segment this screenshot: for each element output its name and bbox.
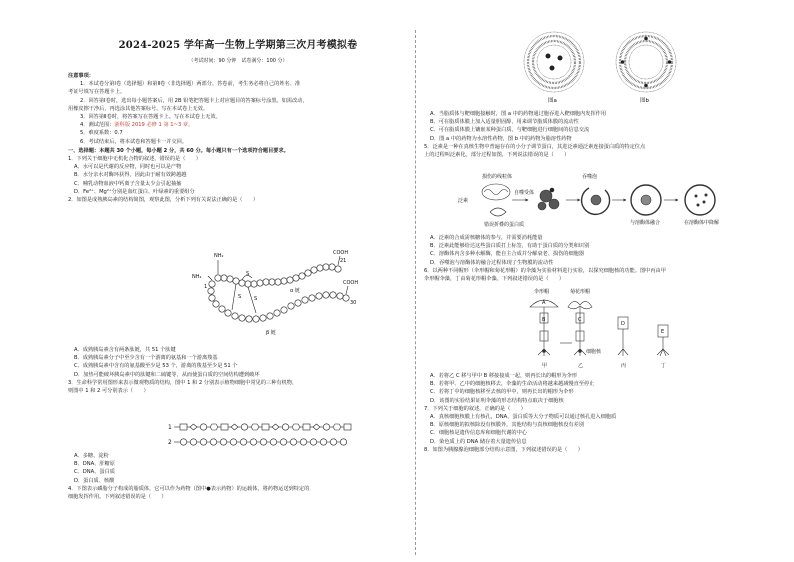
q2-option-d: D．加热可能破坏胰岛素中的肽键和二硫键等，从而使蛋白质的空间结构遭到破坏 <box>74 371 260 378</box>
sulfur-label-1: S <box>238 294 242 300</box>
q6-option-a: A．若将乙 C 移与甲中 B 移接接成一起，则再长出的帽形为伞形 <box>430 373 578 379</box>
figure-b-label: 图b <box>640 98 649 104</box>
note-2b: 用橡皮擦干净后，再选涂其他答案标号。写在本试卷上无效。 <box>68 105 209 112</box>
monomer-chain-figure <box>168 420 368 450</box>
beta-c-terminus: COOH <box>343 280 359 286</box>
q6-options <box>424 372 770 454</box>
q4-options <box>424 110 770 159</box>
note-2: 2．回答第Ⅰ卷时，选出每小题答案后，用 2B 铅笔把答题卡上对应题目的答案标号涂黑。如需改动， <box>80 97 308 104</box>
bing-label: 丙 <box>621 363 627 369</box>
q6-stem-2: 伞形帽伞藻，丁由菊花形帽伞藻。下列叙述错误的是（ ） <box>424 276 565 283</box>
q4-option-d: D．图 a 中的药物为水溶性药物，图 b 中的药物为脂溶性药物 <box>430 135 572 142</box>
lysosome-fusion-label: 与溶酶体融合 <box>630 220 661 226</box>
note-6: 6．考试结束后，将本试卷和答题卡一并交回。 <box>80 138 188 145</box>
alpha-chain <box>215 264 341 287</box>
q5-options <box>424 234 770 283</box>
q7-option-a: A．真核细胞核膜上有核孔，DNA、蛋白质等大分子物质可以通过核孔进入细胞质 <box>430 414 617 421</box>
q4-stem-2: 细胞发挥作用。下列叙述错误的是（ ） <box>68 494 167 501</box>
misfolded-protein <box>490 208 506 216</box>
q2-option-c: C．成熟胰岛素中含有的氨基酸至少是 53 个，游离的羧基至少是 51 个 <box>74 363 238 370</box>
q5-option-b: B．泛素此能够给达这些蛋白质打上标签，有助于蛋白质的分类和识别 <box>430 243 590 250</box>
chain-1 <box>180 424 351 430</box>
yi-label: 乙 <box>578 363 584 369</box>
autophagy-receptor-label: 自噬受体 <box>514 190 535 196</box>
alga-jia <box>530 300 558 356</box>
q3-stem: 3．生命科学常用图形来表示微观物质的结构，图中 1 和 2 分别表示植物细胞中常见的三种有机物， <box>68 379 298 386</box>
section-heading: 一、选择题：本题共 30 个小题，每小题 2 分，共 60 分。每小题只有一个选项符合题目要求。 <box>68 147 289 154</box>
beta-n-terminus: NH₂ <box>192 274 202 280</box>
damaged-mito-label: 损伤的线粒体 <box>482 174 513 180</box>
degrade-label: 在溶酶体中降解 <box>684 220 720 226</box>
q5-option-c: C．溶酶体内含多种水解酶，能自主合成并分解衰老、损伤的细胞器 <box>430 251 585 258</box>
sulfur-label-2: S <box>254 296 258 302</box>
note-3: 3．回答第Ⅱ卷时，将答案写在答题卡上。写在本试卷上无效。 <box>80 114 221 121</box>
beta-end-number: 30 <box>350 300 357 306</box>
alpha-n-terminus: NH₂ <box>214 253 224 259</box>
jia-label: 甲 <box>542 363 548 369</box>
beta-chain <box>208 281 349 322</box>
label-a: A <box>542 300 546 306</box>
q3-option-a: A．多糖、淀粉 <box>74 453 109 459</box>
ubiquitin-tagged-cargo <box>538 188 559 210</box>
q7-option-d: D．染色质上的 DNA 储存着大量遗传信息 <box>430 438 527 445</box>
q5-option-d: D．吞噬泡与溶酶体的融合过程体现了生物膜的流动性 <box>430 259 554 266</box>
q3-option-d: D．蛋白质、核酸 <box>74 477 115 484</box>
q6-option-d: D．该图的实验结果证明伞藻的形态结构特点取决于细胞核 <box>430 397 564 404</box>
notes <box>68 72 408 204</box>
q4-option-a: A．当脂质体与靶细胞接触时，图 a 中的药物通过胞吞进入靶细胞内发挥作用 <box>430 111 607 117</box>
alpha-c-terminus: COOH <box>333 250 349 256</box>
q6-stem: 6．以两种不同帽形（伞形帽和菊花形帽）的伞藻为实验材料进行实验，以探究细胞核的功能。图中丙由甲 <box>424 267 666 274</box>
exam-info: （考试时间：90 分钟 试卷满分：100 分） <box>188 58 288 64</box>
note-4: 4．测试范围：浙科版 2019 必修 1 第 1~3 章。 <box>80 122 194 129</box>
degradation-lysosome <box>685 185 715 215</box>
ubiquitin-label: 泛素 <box>458 198 469 204</box>
chain-2-label: 2 <box>168 439 172 446</box>
notes-heading: 注意事项： <box>68 73 94 79</box>
label-d: D <box>621 321 625 327</box>
chain-2 <box>180 439 346 445</box>
q8-stem: 8．如图为胰腺腺泡细胞部分结构示意图，下列叙述错误的是（ ） <box>424 446 583 453</box>
q3-options <box>68 452 408 501</box>
sulfur-label-3: S <box>246 271 250 277</box>
q1-option-d: D．Fe²⁺、Mg²⁺分别是血红蛋白、叶绿素的重要组分 <box>74 188 195 195</box>
label-b: B <box>542 317 546 323</box>
liposome-b <box>616 32 676 92</box>
label-c: C <box>578 317 582 323</box>
q1-option-b: B．水分亲水对酶环获得，因此由于耐有效跨越越 <box>74 172 187 179</box>
figure-a-label: 图a <box>548 98 557 104</box>
q5-stem-2: 上的过程叫泛素化。部分过程如图，下列说法错误的是（ ） <box>424 152 570 159</box>
right-column <box>424 0 770 562</box>
q5-stem: 5．泛素是一种在真核生物中普遍存在的小分子调节蛋白，其进泛素通泛素连接蛋白质的特定位点 <box>424 143 646 150</box>
alpha-chain-label: α 链 <box>290 288 300 294</box>
q3-stem-2: 则图中 1 和 2 可分别表示（ ） <box>68 388 149 395</box>
left-column <box>68 0 408 562</box>
q1-option-a: A．水可以是代谢的反应物，同时也可以是产物 <box>74 164 182 171</box>
q4-stem: 4．下图表示磷脂分子构成的脂质体，它可以作为药物（图中●表示药物）的运载体，将药物运送到特定的 <box>68 485 310 492</box>
label-e: E <box>661 329 665 335</box>
q6-option-b: B．若将甲、乙中的细胞核移去，伞藻的生命活动将越来越减慢直至停止 <box>430 381 595 388</box>
q2-stem: 2．如图是成熟胰岛素的结构简图，观察此图，分析下列有关说法正确的是（ ） <box>68 197 259 204</box>
q7-stem: 7．下列关于细胞的叙述，正确的是（ ） <box>424 405 526 412</box>
note-1: 1．本试卷分第Ⅰ卷（选择题）和第Ⅱ卷（非选择题）两部分。答卷前，考生务必将自己的姓名、准 <box>80 81 301 88</box>
ubiquitination-figure <box>454 168 744 232</box>
note-5: 5．难度系数：0.7 <box>80 130 123 137</box>
q4-option-b: B．可在脂质体膜上加入适量胆固醇，用来调节脂质体膜的流动性 <box>430 119 579 126</box>
q2-option-b: B．成熟胰岛素分子中至少含有一个游离的氨基和一个游离羧基 <box>74 355 218 362</box>
ding-label: 丁 <box>661 363 667 369</box>
umbrella-cap-label: 伞形帽 <box>534 289 550 295</box>
alpha-start-number: 1 <box>204 284 208 290</box>
liposome-a <box>524 32 584 92</box>
q1-option-c: C．哺乳动物血液中钙离子含量太少会引起抽搐 <box>74 180 182 187</box>
liposome-figure <box>514 28 694 106</box>
note-1b: 考证号填写在答题卡上。 <box>68 89 126 96</box>
q3-option-b: B．DNA、肝糖原 <box>74 461 115 468</box>
q5-option-a: A．泛素的合成需核糖体的参与，并需要消耗能量 <box>430 235 543 241</box>
alpha-end-number: 21 <box>340 258 347 264</box>
page-title: 2024-2025 学年高一生物上学期第三次月考模拟卷 <box>118 40 358 51</box>
chain-1-label: 1 <box>168 424 172 431</box>
q7-option-b: B．原核细胞的拟核除没有核膜外，其他结构与真核细胞核没有差别 <box>430 422 584 429</box>
q2-option-a: A．成熟胰岛素含有两条肽链，共 51 个肽键 <box>74 347 176 353</box>
nucleus-label: 细胞核 <box>586 349 602 355</box>
q1-stem: 1．下列关于细胞中无机化合物的叙述，错误的是（ ） <box>68 156 201 163</box>
test-range: 浙科版 2019 必修 1 第 1~3 章。 <box>114 122 194 129</box>
insulin-structure-figure <box>178 248 378 340</box>
alga-yi <box>568 301 592 356</box>
misfolded-protein-label: 错误折叠的蛋白质 <box>484 222 525 228</box>
q2-options <box>68 346 408 395</box>
column-divider <box>415 30 416 555</box>
beta-chain-label: β 链 <box>266 330 276 336</box>
acetabularia-figure <box>524 287 694 369</box>
damaged-mitochondrion <box>482 184 510 200</box>
q3-option-c: C．DNA、蛋白质 <box>74 469 115 476</box>
q6-option-c: C．若将丁中的细胞核移至去核的甲中，则再长出的帽形为伞形 <box>430 389 574 396</box>
q7-option-c: C．细胞核是遗传信息库和细胞代谢的中心 <box>430 430 527 437</box>
autophagosome-label: 吞噬泡 <box>582 174 598 180</box>
q4-option-c: C．可在脂质体膜上镶嵌某种蛋白质，与靶细胞进行细胞间的信息交流 <box>430 127 590 134</box>
chrysanthemum-cap-label: 菊花形帽 <box>570 289 591 295</box>
